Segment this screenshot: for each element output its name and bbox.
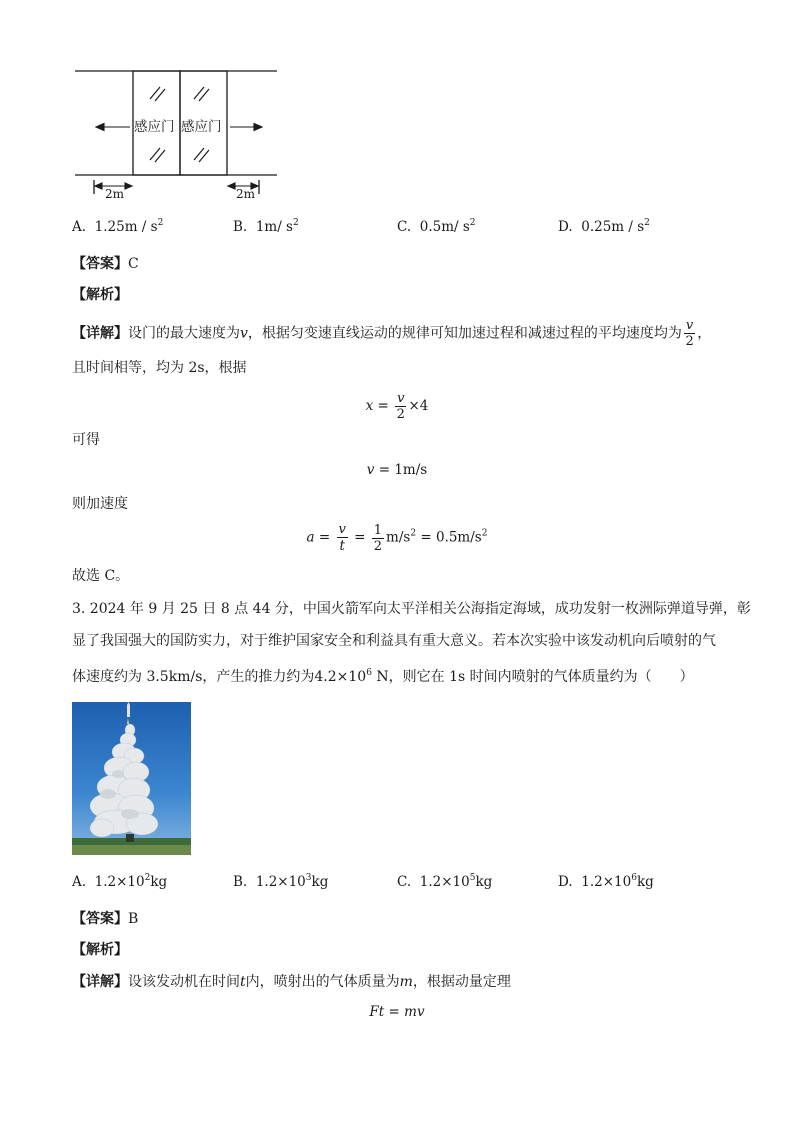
- q2-kede: 可得: [72, 432, 100, 448]
- q3-equation: Ft = mv: [369, 1004, 425, 1020]
- q3-stem-line3: 体速度约为 3.5km/s，产生的推力约为$4.2\times 10^6$ N，则它在 1s 时间内喷射的气体质量约为（ ）: [72, 668, 694, 685]
- q3-answer: 【答案】B: [72, 911, 139, 927]
- q2-answer: 【答案】C: [72, 256, 139, 272]
- q3-stem-line1: 3. 2024 年 9 月 25 日 8 点 44 分，中国火箭军向太平洋相关公海指定海域，成功发射一枚洲际弹道导弹，彰: [72, 601, 751, 617]
- q2-conclusion: 故选 C。: [72, 568, 130, 584]
- sliding-door-diagram: [72, 64, 284, 200]
- door-right-label: 感应门: [181, 119, 222, 135]
- q2-equation-2: v = 1m/s: [366, 462, 428, 478]
- q2-option-b: B. 1m/ $s^2$: [233, 218, 299, 235]
- q3-option-d: D. $1.2\times 10^6kg$: [558, 873, 654, 890]
- door-left-label: 感应门: [134, 119, 175, 135]
- q2-detail-line2: 且时间相等，均为 2s，根据: [72, 360, 247, 376]
- q3-detail-line1: 【详解】设该发动机在时间t内，喷射出的气体质量为m，根据动量定理: [72, 974, 511, 990]
- q2-equation-3: a = $\frac{v}{t}$ = $\frac{1}{2}$ $m/s^2 = 0.5m/s^2$: [306, 522, 488, 554]
- q2-detail-line1: 【详解】设门的最大速度为v，根据匀变速直线运动的规律可知加速过程和减速过程的平均速度均为 $\frac{v}{2}$ ，: [72, 318, 712, 349]
- q2-option-c: C. 0.5m/ $s^2$: [397, 218, 476, 235]
- q2-equation-1: x = $\frac{v}{2}$ ×4: [365, 391, 429, 422]
- q3-option-c: C. $1.2\times 10^5kg$: [397, 873, 493, 890]
- q2-analysis-label: 【解析】: [72, 287, 128, 303]
- q3-analysis-label: 【解析】: [72, 942, 128, 958]
- rocket-launch-photo: [72, 702, 191, 855]
- q2-option-a: A. $1.25m / s^2$: [72, 218, 164, 235]
- q2-ze: 则加速度: [72, 496, 128, 512]
- q3-stem-line2: 显了我国强大的国防实力，对于维护国家安全和利益具有重大意义。若本次实验中该发动机向后喷射的气: [72, 633, 716, 649]
- dim-right-label: 2m: [236, 187, 256, 200]
- q2-option-d: D. $0.25m / s^2$: [558, 218, 650, 235]
- q3-option-a: A. $1.2\times 10^2kg$: [72, 873, 168, 890]
- dim-left-label: 2m: [105, 187, 125, 200]
- q3-option-b: B. $1.2\times 10^3kg$: [233, 873, 329, 890]
